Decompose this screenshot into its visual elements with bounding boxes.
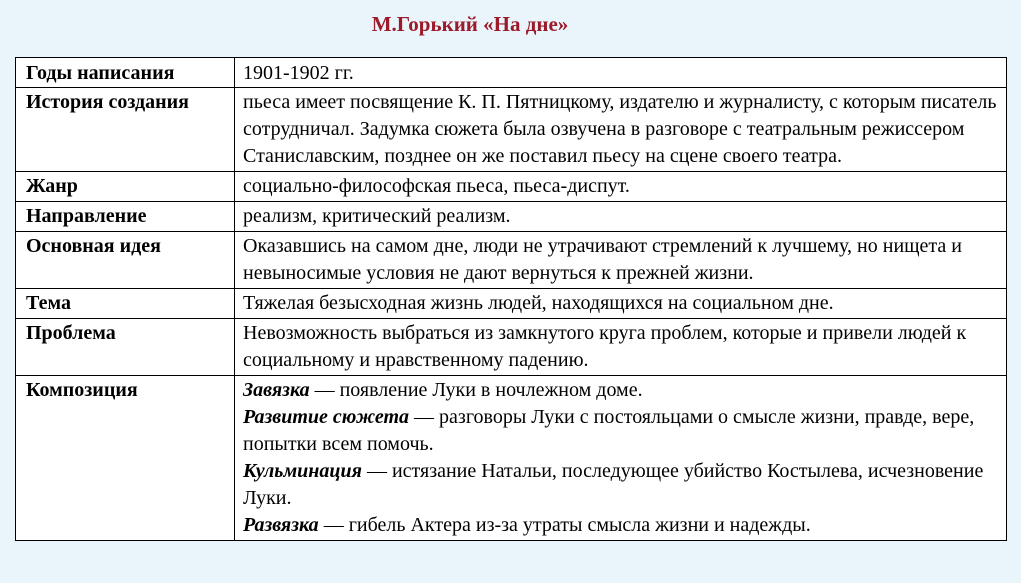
row-value: Оказавшись на самом дне, люди не утрачивают стремлений к лучшему, но нищета и невыносимые условия не дают вернуться к прежней жизни. [235, 232, 1007, 289]
row-value: Тяжелая безысходная жизнь людей, находящихся на социальном дне. [235, 289, 1007, 319]
table-row [16, 172, 1007, 202]
row-value: Невозможность выбраться из замкнутого круга проблем, которые и привели людей к социальному и нравственному падению. [235, 319, 1007, 376]
row-label: История создания [16, 88, 235, 172]
table-row [16, 319, 1007, 376]
table-row [16, 58, 1007, 88]
row-value: реализм, критический реализм. [235, 202, 1007, 232]
row-label: Проблема [16, 319, 235, 376]
composition-text: — истязание Натальи, последующее убийство Костылева, исчезновение Луки. [243, 460, 984, 509]
info-table [15, 57, 1007, 541]
composition-text: — гибель Актера из-за утраты смысла жизни и надежды. [318, 514, 811, 536]
row-label: Основная идея [16, 232, 235, 289]
composition-segment [243, 512, 1000, 539]
table-row [16, 376, 1007, 541]
composition-segment [243, 377, 1000, 404]
composition-term: Завязка [243, 379, 310, 401]
table-row [16, 88, 1007, 172]
row-value: пьеса имеет посвящение К. П. Пятницкому, издателю и журналисту, с которым писатель сотрудничал. Задумка сюжета была озвучена в разговоре с театральным режиссером Станиславским, позднее он же поставил пьесу на сцене своего театра. [235, 88, 1007, 172]
table-row [16, 289, 1007, 319]
row-label: Тема [16, 289, 235, 319]
row-value: 1901-1902 гг. [235, 58, 1007, 88]
composition-value [235, 376, 1007, 541]
table-row [16, 202, 1007, 232]
composition-term: Развитие сюжета [243, 406, 410, 428]
row-label: Годы написания [16, 58, 235, 88]
composition-segment [243, 458, 1000, 512]
row-label: Направление [16, 202, 235, 232]
composition-term: Кульминация [243, 460, 362, 482]
composition-term: Развязка [243, 514, 319, 536]
page-title: М.Горький «На дне» [371, 12, 569, 36]
row-label: Композиция [16, 376, 235, 541]
composition-text: — появление Луки в ночлежном доме. [309, 379, 643, 401]
composition-text: — разговоры Луки с постояльцами о смысле жизни, правде, вере, попытки всем помочь. [243, 406, 975, 455]
composition-segment [243, 404, 1000, 458]
row-label: Жанр [16, 172, 235, 202]
table-row [16, 232, 1007, 289]
row-value: социально-философская пьеса, пьеса-диспут. [235, 172, 1007, 202]
